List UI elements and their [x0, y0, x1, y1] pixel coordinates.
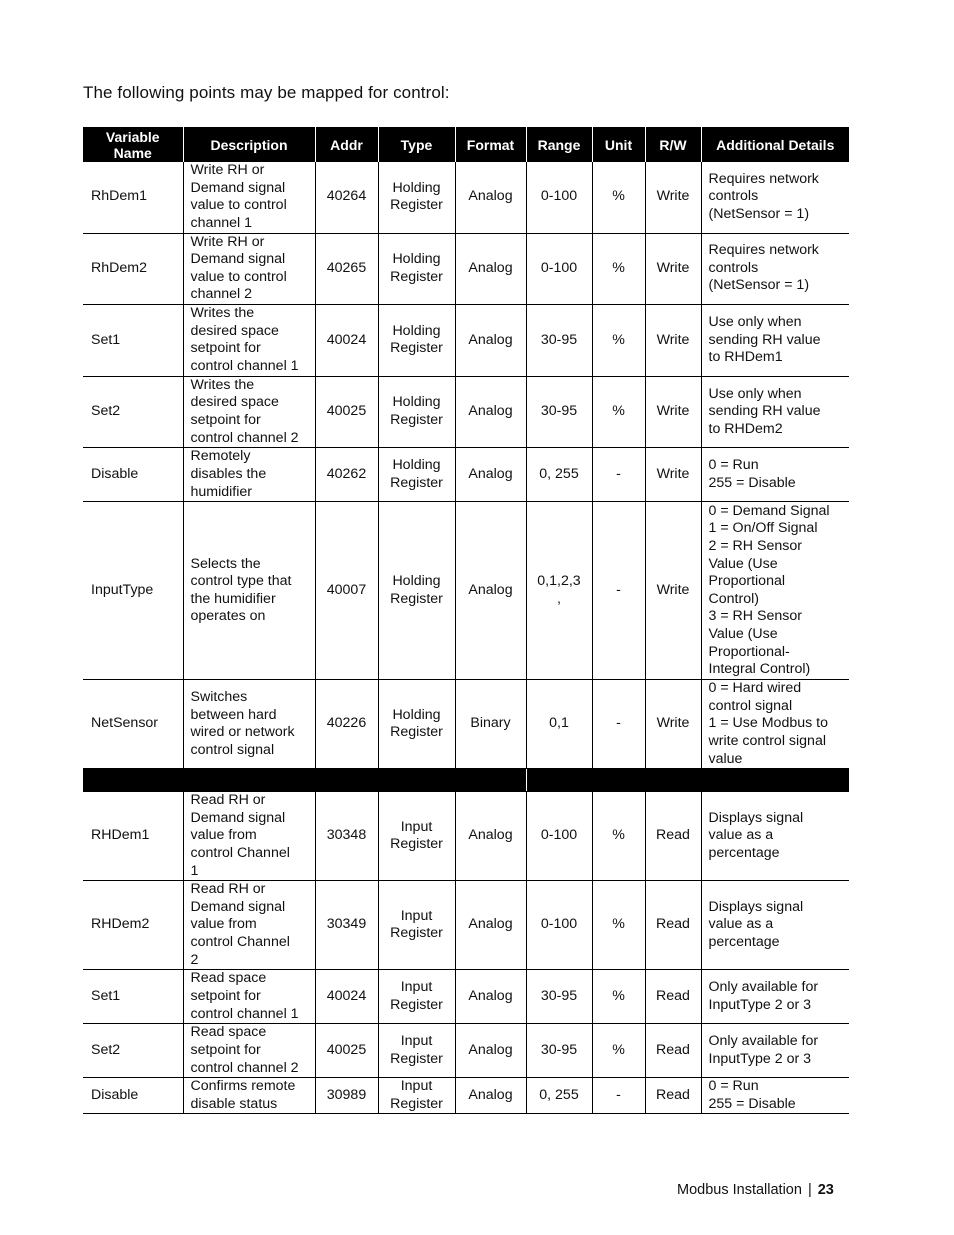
- details-cell: [701, 1024, 849, 1078]
- cell-line: 255 = Disable: [708, 474, 796, 491]
- page-footer: [677, 1182, 834, 1198]
- variable-name-cell: Set2: [83, 1024, 183, 1078]
- type-cell: [378, 233, 455, 304]
- details-cell: [701, 1078, 849, 1114]
- cell-line: Demand signal: [190, 251, 286, 268]
- addr-cell: 40025: [315, 1024, 378, 1078]
- cell-line: Control): [708, 590, 759, 607]
- cell-line: Register: [390, 996, 443, 1013]
- cell-line: Requires network: [708, 242, 819, 259]
- format-cell: Binary: [455, 680, 526, 769]
- format-cell: Analog: [455, 304, 526, 376]
- table-row: [83, 502, 849, 680]
- description-cell: [183, 881, 315, 970]
- type-cell: [378, 792, 455, 881]
- unit-cell: %: [592, 792, 645, 881]
- cell-line: controls: [708, 259, 759, 276]
- cell-line: Proportional-: [708, 643, 790, 660]
- table-row: [83, 1024, 849, 1078]
- cell-line: the humidifier: [190, 590, 276, 607]
- format-cell: Analog: [455, 881, 526, 970]
- description-cell: [183, 792, 315, 881]
- variable-name-cell: RHDem2: [83, 881, 183, 970]
- cell-line: Integral Control): [708, 661, 811, 678]
- cell-line: Register: [390, 590, 443, 607]
- variable-name-cell: Set1: [83, 304, 183, 376]
- details-cell: [701, 448, 849, 502]
- unit-cell: -: [592, 502, 645, 680]
- cell-line: 0 = Run: [708, 457, 759, 474]
- range-cell: 0-100: [526, 233, 592, 304]
- cell-line: Holding: [392, 573, 441, 590]
- cell-line: write control signal: [708, 733, 826, 750]
- table-row: [83, 970, 849, 1024]
- rw-cell: Write: [645, 162, 701, 233]
- format-cell: Analog: [455, 1024, 526, 1078]
- cell-line: (NetSensor = 1): [708, 206, 810, 223]
- cell-line: control channel 2: [190, 429, 299, 446]
- addr-cell: 40024: [315, 970, 378, 1024]
- variable-name-cell: Set1: [83, 970, 183, 1024]
- type-cell: [378, 448, 455, 502]
- cell-line: Register: [390, 474, 443, 491]
- cell-line: Value (Use: [708, 625, 778, 642]
- description-cell: [183, 1078, 315, 1114]
- col-header-format: Format: [455, 127, 526, 162]
- write-points-body: [83, 162, 849, 769]
- addr-cell: 30989: [315, 1078, 378, 1114]
- cell-line: value as a: [708, 916, 774, 933]
- cell-line: disables the: [190, 465, 267, 482]
- cell-line: control signal: [190, 741, 275, 758]
- format-cell: Analog: [455, 1078, 526, 1114]
- addr-cell: 40262: [315, 448, 378, 502]
- rw-cell: Read: [645, 881, 701, 970]
- range-cell: 0-100: [526, 881, 592, 970]
- section-divider: [83, 769, 849, 792]
- col-header-additional-details: Additional Details: [701, 127, 849, 162]
- cell-line: Input: [400, 1078, 433, 1095]
- details-cell: [701, 233, 849, 304]
- description-cell: [183, 502, 315, 680]
- unit-cell: %: [592, 233, 645, 304]
- cell-line: Value (Use: [708, 555, 778, 572]
- range-cell: 30-95: [526, 304, 592, 376]
- cell-line: to RHDem2: [708, 420, 783, 437]
- cell-line: Demand signal: [190, 898, 286, 915]
- range-cell: 30-95: [526, 970, 592, 1024]
- cell-line: Input: [400, 907, 433, 924]
- unit-cell: %: [592, 162, 645, 233]
- details-cell: [701, 376, 849, 447]
- format-cell: Analog: [455, 448, 526, 502]
- addr-cell: 40264: [315, 162, 378, 233]
- rw-cell: Write: [645, 304, 701, 376]
- table-row: [83, 376, 849, 447]
- cell-line: Demand signal: [190, 179, 286, 196]
- type-cell: [378, 502, 455, 680]
- table-row: [83, 680, 849, 769]
- cell-line: Writes the: [190, 305, 255, 322]
- addr-cell: 40024: [315, 304, 378, 376]
- rw-cell: Write: [645, 502, 701, 680]
- cell-line: control type that: [190, 573, 292, 590]
- cell-line: Requires network: [708, 170, 819, 187]
- cell-line: Read space: [190, 1024, 267, 1041]
- format-cell: Analog: [455, 162, 526, 233]
- cell-line: disable status: [190, 1095, 278, 1112]
- cell-line: 1 = On/Off Signal: [708, 520, 818, 537]
- details-cell: [701, 881, 849, 970]
- cell-line: controls: [708, 188, 759, 205]
- cell-line: Only available for: [708, 979, 819, 996]
- cell-line: Switches: [190, 689, 248, 706]
- description-cell: [183, 162, 315, 233]
- range-cell: 0, 255: [526, 448, 592, 502]
- divider-left: [83, 769, 526, 792]
- range-cell: 0, 255: [526, 1078, 592, 1114]
- cell-line: 255 = Disable: [708, 1095, 796, 1112]
- description-cell: [183, 304, 315, 376]
- intro-text: The following points may be mapped for control:: [83, 83, 450, 102]
- cell-line: 1 = Use Modbus to: [708, 715, 828, 732]
- cell-line: operates on: [190, 608, 266, 625]
- footer-separator: |: [807, 1182, 812, 1198]
- range-cell: 0-100: [526, 162, 592, 233]
- cell-line: Displays signal: [708, 898, 804, 915]
- cell-line: Holding: [392, 179, 441, 196]
- addr-cell: 30349: [315, 881, 378, 970]
- cell-line: Register: [390, 268, 443, 285]
- type-cell: [378, 1024, 455, 1078]
- description-cell: [183, 448, 315, 502]
- cell-line: setpoint for: [190, 1041, 261, 1058]
- cell-line: sending RH value: [708, 403, 821, 420]
- unit-cell: %: [592, 881, 645, 970]
- table-header-row: [83, 127, 849, 162]
- rw-cell: Read: [645, 1078, 701, 1114]
- cell-line: desired space: [190, 394, 279, 411]
- type-cell: [378, 881, 455, 970]
- table-row: [83, 1078, 849, 1114]
- page-number: 23: [817, 1182, 834, 1198]
- unit-cell: %: [592, 1024, 645, 1078]
- cell-line: Register: [390, 724, 443, 741]
- cell-line: control signal: [708, 697, 793, 714]
- cell-line: value as a: [708, 827, 774, 844]
- rw-cell: Read: [645, 970, 701, 1024]
- table-row: [83, 233, 849, 304]
- cell-line: Read RH or: [190, 792, 266, 809]
- range-cell: 0,1,2,3 ,: [526, 502, 592, 680]
- cell-line: Use only when: [708, 385, 802, 402]
- col-header-unit: Unit: [592, 127, 645, 162]
- details-cell: [701, 970, 849, 1024]
- details-cell: [701, 792, 849, 881]
- cell-line: Holding: [392, 394, 441, 411]
- type-cell: [378, 304, 455, 376]
- cell-line: Register: [390, 1050, 443, 1067]
- details-cell: [701, 680, 849, 769]
- unit-cell: -: [592, 448, 645, 502]
- type-cell: [378, 376, 455, 447]
- col-header-type: Type: [378, 127, 455, 162]
- cell-line: Register: [390, 1095, 443, 1112]
- cell-line: Remotely: [190, 448, 251, 465]
- cell-line: Confirms remote: [190, 1078, 296, 1095]
- cell-line: value to control: [190, 268, 287, 285]
- format-cell: Analog: [455, 233, 526, 304]
- unit-cell: %: [592, 304, 645, 376]
- modbus-points-table: [83, 127, 849, 1114]
- rw-cell: Read: [645, 1024, 701, 1078]
- col-header-description: Description: [183, 127, 315, 162]
- type-cell: [378, 680, 455, 769]
- cell-line: control channel 2: [190, 1059, 299, 1076]
- addr-cell: 30348: [315, 792, 378, 881]
- format-cell: Analog: [455, 502, 526, 680]
- cell-line: desired space: [190, 322, 279, 339]
- cell-line: 2 = RH Sensor: [708, 537, 802, 554]
- description-cell: [183, 233, 315, 304]
- description-cell: [183, 680, 315, 769]
- variable-name-cell: Set2: [83, 376, 183, 447]
- description-cell: [183, 376, 315, 447]
- cell-line: sending RH value: [708, 331, 821, 348]
- cell-line: control channel 1: [190, 357, 299, 374]
- cell-line: percentage: [708, 845, 780, 862]
- details-cell: [701, 502, 849, 680]
- col-header-addr: Addr: [315, 127, 378, 162]
- variable-name-cell: NetSensor: [83, 680, 183, 769]
- col-header-range: Range: [526, 127, 592, 162]
- unit-cell: -: [592, 680, 645, 769]
- divider-right: [526, 769, 849, 792]
- cell-line: Register: [390, 412, 443, 429]
- type-cell: [378, 1078, 455, 1114]
- addr-cell: 40265: [315, 233, 378, 304]
- cell-line: Demand signal: [190, 809, 286, 826]
- cell-line: value: [708, 750, 743, 767]
- col-header-rw: R/W: [645, 127, 701, 162]
- addr-cell: 40226: [315, 680, 378, 769]
- range-cell: 0-100: [526, 792, 592, 881]
- cell-line: Holding: [392, 322, 441, 339]
- range-cell: 30-95: [526, 1024, 592, 1078]
- rw-cell: Write: [645, 680, 701, 769]
- cell-line: Selects the: [190, 555, 261, 572]
- variable-name-cell: Disable: [83, 1078, 183, 1114]
- variable-name-cell: RHDem1: [83, 792, 183, 881]
- cell-line: Read RH or: [190, 881, 266, 898]
- cell-line: Write RH or: [190, 233, 265, 250]
- cell-line: setpoint for: [190, 987, 261, 1004]
- cell-line: Input: [400, 979, 433, 996]
- variable-name-cell: InputType: [83, 502, 183, 680]
- cell-line: Holding: [392, 457, 441, 474]
- cell-line: Proportional: [708, 573, 786, 590]
- cell-line: setpoint for: [190, 412, 261, 429]
- table-row: [83, 162, 849, 233]
- rw-cell: Write: [645, 233, 701, 304]
- cell-line: 0 = Run: [708, 1078, 759, 1095]
- cell-line: Register: [390, 197, 443, 214]
- rw-cell: Write: [645, 448, 701, 502]
- format-cell: Analog: [455, 376, 526, 447]
- cell-line: Read space: [190, 970, 267, 987]
- cell-line: channel 1: [190, 214, 253, 231]
- cell-line: wired or network: [190, 724, 295, 741]
- cell-line: value from: [190, 916, 257, 933]
- footer-section-title: Modbus Installation: [677, 1182, 802, 1198]
- unit-cell: -: [592, 1078, 645, 1114]
- cell-line: control Channel: [190, 845, 290, 862]
- table-row: [83, 792, 849, 881]
- rw-cell: Write: [645, 376, 701, 447]
- cell-line: Holding: [392, 706, 441, 723]
- format-cell: Analog: [455, 970, 526, 1024]
- cell-line: Only available for: [708, 1033, 819, 1050]
- details-cell: [701, 162, 849, 233]
- cell-line: InputType 2 or 3: [708, 1050, 812, 1067]
- type-cell: [378, 162, 455, 233]
- cell-line: 3 = RH Sensor: [708, 608, 802, 625]
- cell-line: Input: [400, 818, 433, 835]
- format-cell: Analog: [455, 792, 526, 881]
- read-points-body: [83, 792, 849, 1114]
- cell-line: value from: [190, 827, 257, 844]
- range-cell: 30-95: [526, 376, 592, 447]
- cell-line: Register: [390, 340, 443, 357]
- col-header-variable-name: Variable Name: [83, 127, 183, 162]
- cell-line: Writes the: [190, 376, 255, 393]
- unit-cell: %: [592, 376, 645, 447]
- cell-line: setpoint for: [190, 340, 261, 357]
- cell-line: control Channel: [190, 934, 290, 951]
- description-cell: [183, 970, 315, 1024]
- cell-line: 0 = Demand Signal: [708, 502, 830, 519]
- unit-cell: %: [592, 970, 645, 1024]
- cell-line: Write RH or: [190, 162, 265, 179]
- cell-line: Input: [400, 1033, 433, 1050]
- variable-name-cell: RhDem2: [83, 233, 183, 304]
- description-cell: [183, 1024, 315, 1078]
- cell-line: to RHDem1: [708, 349, 783, 366]
- cell-line: InputType 2 or 3: [708, 996, 812, 1013]
- range-cell: 0,1: [526, 680, 592, 769]
- addr-cell: 40025: [315, 376, 378, 447]
- details-cell: [701, 304, 849, 376]
- table-row: [83, 448, 849, 502]
- cell-line: 1: [190, 862, 199, 879]
- variable-name-cell: RhDem1: [83, 162, 183, 233]
- variable-name-cell: Disable: [83, 448, 183, 502]
- cell-line: (NetSensor = 1): [708, 277, 810, 294]
- cell-line: Holding: [392, 251, 441, 268]
- cell-line: channel 2: [190, 286, 253, 303]
- cell-line: Register: [390, 925, 443, 942]
- cell-line: percentage: [708, 934, 780, 951]
- cell-line: Register: [390, 836, 443, 853]
- cell-line: value to control: [190, 197, 287, 214]
- table-row: [83, 881, 849, 970]
- cell-line: control channel 1: [190, 1005, 299, 1022]
- cell-line: humidifier: [190, 483, 253, 500]
- cell-line: 2: [190, 951, 199, 968]
- cell-line: between hard: [190, 706, 277, 723]
- addr-cell: 40007: [315, 502, 378, 680]
- cell-line: Displays signal: [708, 809, 804, 826]
- cell-line: 0 = Hard wired: [708, 680, 802, 697]
- type-cell: [378, 970, 455, 1024]
- table-row: [83, 304, 849, 376]
- rw-cell: Read: [645, 792, 701, 881]
- cell-line: Use only when: [708, 313, 802, 330]
